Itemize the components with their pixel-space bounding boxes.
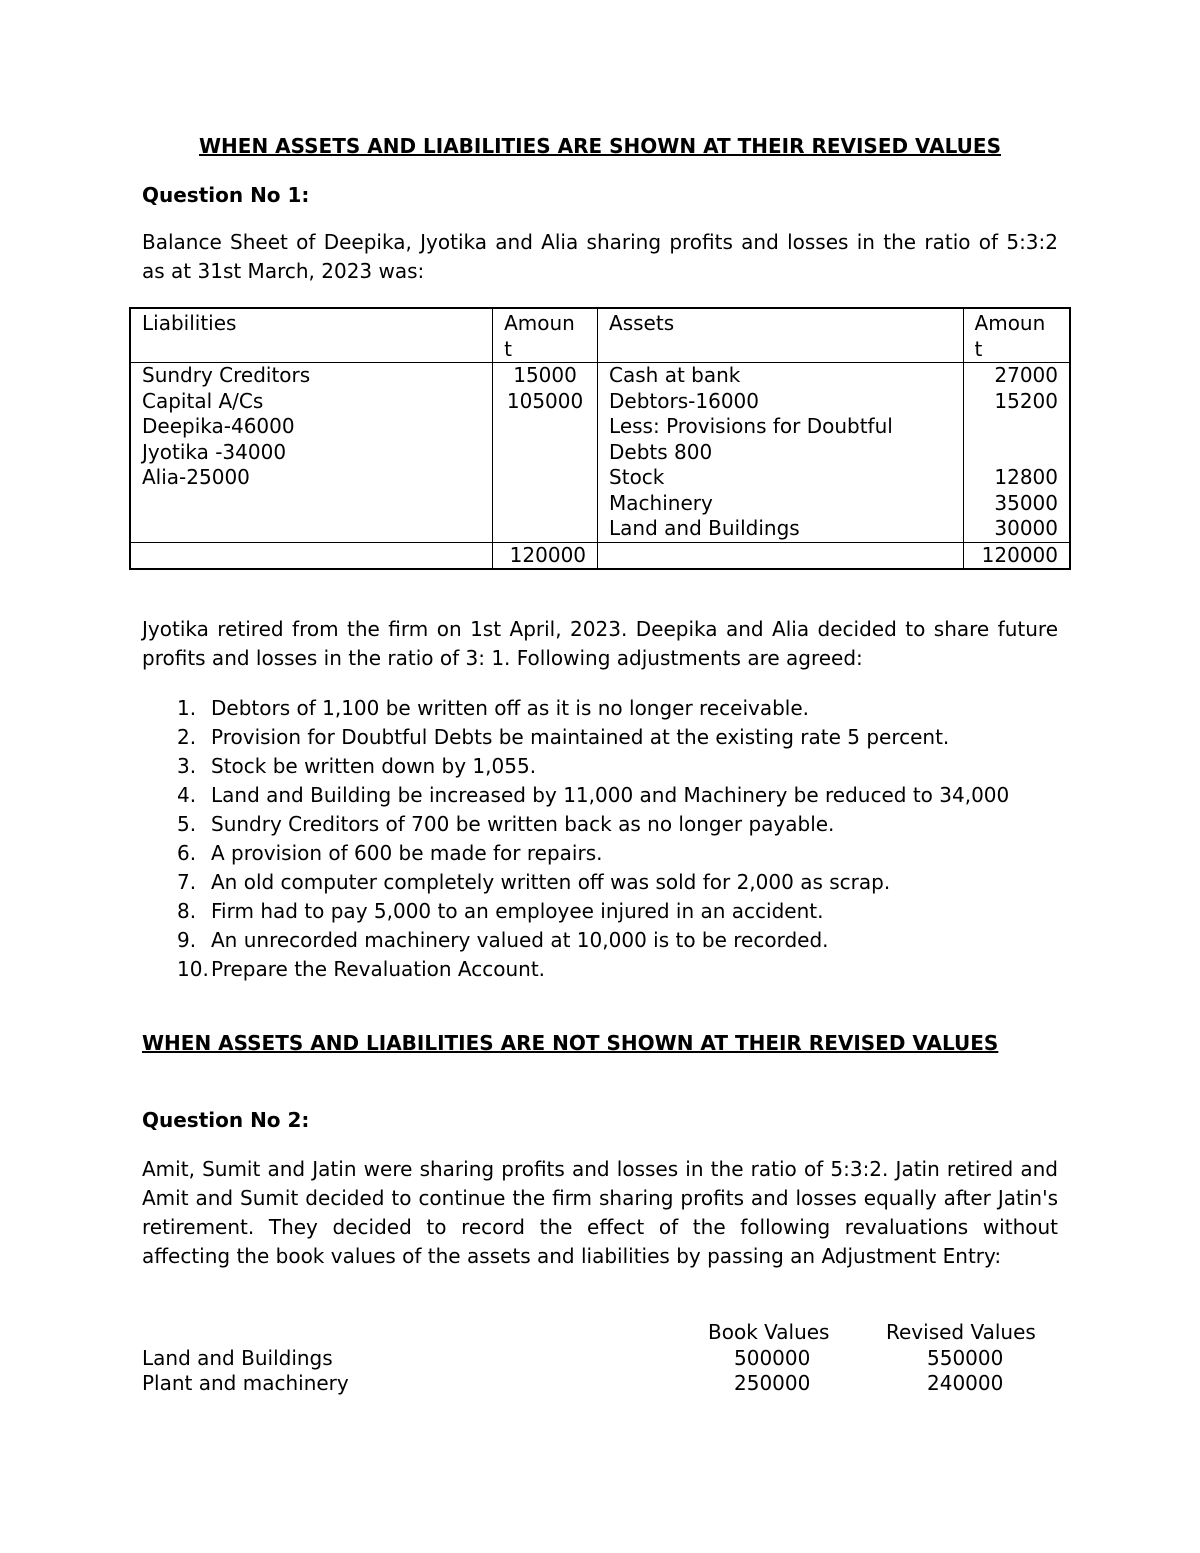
table-body-row: [130, 363, 1070, 543]
header-amount-liabilities: Amoun t: [493, 308, 598, 363]
asset-item: Stock: [609, 465, 665, 489]
header-liabilities: Liabilities: [130, 308, 493, 363]
asset-amount: 15200: [994, 388, 1058, 413]
section-heading-not-revised: WHEN ASSETS AND LIABILITIES ARE NOT SHOWN AT THEIR REVISED VALUES: [142, 1031, 999, 1055]
header-book-values: Book Values: [708, 1320, 830, 1344]
asset-amounts-cell: [963, 363, 1070, 543]
question-2-label: Question No 2:: [142, 1108, 310, 1132]
header-assets: Assets: [598, 308, 964, 363]
revaluation-values-table: [142, 1320, 1058, 1397]
adjustments-list: [142, 694, 1058, 984]
liability-item: Alia-25000: [142, 465, 250, 489]
asset-amount: [975, 440, 1058, 466]
list-item: 4. Land and Building be increased by 11,000 and Machinery be reduced to 34,000: [177, 783, 1010, 807]
liability-item: Capital A/Cs: [142, 388, 264, 413]
question-1-label: Question No 1:: [142, 183, 310, 207]
asset-item: Land and Buildings: [609, 516, 800, 540]
total-liabilities: 120000: [493, 542, 598, 569]
question-1-intro: Balance Sheet of Deepika, Jyotika and Alia sharing profits and losses in the ratio of 5:3:2 as at 31st March, 2023 was:: [142, 230, 1058, 283]
asset-item: Debtors-16000: [609, 388, 759, 413]
liability-amounts-cell: [493, 363, 598, 543]
asset-amount: 35000: [994, 490, 1058, 515]
liabilities-cell: [130, 363, 493, 543]
list-item: 7. An old computer completely written off was sold for 2,000 as scrap.: [177, 870, 891, 894]
section-heading-revised: WHEN ASSETS AND LIABILITIES ARE SHOWN AT THEIR REVISED VALUES: [199, 134, 1001, 158]
list-item: 2. Provision for Doubtful Debts be maintained at the existing rate 5 percent.: [177, 725, 950, 749]
value-item: Land and Buildings: [142, 1345, 333, 1370]
retirement-paragraph: Jyotika retired from the firm on 1st April, 2023. Deepika and Alia decided to share future profits and losses in the ratio of 3: 1. Following adjustments are agreed:: [142, 617, 1058, 670]
header-revised-values: Revised Values: [886, 1320, 1036, 1344]
asset-amount: 30000: [994, 516, 1058, 540]
book-value: 500000: [734, 1345, 811, 1370]
question-2-text: Amit, Sumit and Jatin were sharing profits and losses in the ratio of 5:3:2. Jatin retired and Amit and Sumit decided to continue the firm sharing profits and losses equally after Jatin's retirement. They decided to record the effect of the following revaluations without affecting the book values of the assets and liabilities by passing an Adjustment Entry:: [142, 1157, 1058, 1268]
liability-item: Jyotika -34000: [142, 439, 287, 464]
balance-sheet-table: [129, 307, 1071, 570]
table-header-row: [130, 308, 1070, 363]
asset-amount: 12800: [994, 465, 1058, 489]
asset-item: Cash at bank: [609, 363, 741, 387]
asset-amount: [975, 414, 1058, 440]
values-header-row: [142, 1320, 1058, 1346]
liability-amount: 15000: [513, 363, 577, 387]
asset-amount: 27000: [994, 363, 1058, 387]
asset-item: Debts 800: [609, 439, 713, 464]
list-item: 1. Debtors of 1,100 be written off as it is no longer receivable.: [177, 696, 810, 720]
table-row: [142, 1346, 1058, 1372]
table-total-row: [130, 542, 1070, 569]
revised-value: 240000: [927, 1371, 1004, 1395]
asset-item: Machinery: [609, 490, 713, 515]
list-item: 8. Firm had to pay 5,000 to an employee injured in an accident.: [177, 899, 824, 923]
assets-cell: [598, 363, 964, 543]
liability-item: Deepika-46000: [142, 414, 295, 438]
list-item: 3. Stock be written down by 1,055.: [177, 754, 537, 778]
list-item: 10. Prepare the Revaluation Account.: [177, 957, 546, 981]
total-assets: 120000: [963, 542, 1070, 569]
asset-item: Less: Provisions for Doubtful: [609, 414, 893, 438]
liability-item: Sundry Creditors: [142, 363, 311, 387]
book-value: 250000: [734, 1371, 811, 1395]
list-item: 5. Sundry Creditors of 700 be written back as no longer payable.: [177, 812, 835, 836]
header-amount-assets: Amoun t: [963, 308, 1070, 363]
value-item: Plant and machinery: [142, 1371, 349, 1395]
liability-amount: 105000: [506, 388, 584, 413]
list-item: 9. An unrecorded machinery valued at 10,000 is to be recorded.: [177, 928, 829, 952]
revised-value: 550000: [927, 1345, 1004, 1370]
table-row: [142, 1371, 1058, 1397]
list-item: 6. A provision of 600 be made for repairs.: [177, 841, 603, 865]
